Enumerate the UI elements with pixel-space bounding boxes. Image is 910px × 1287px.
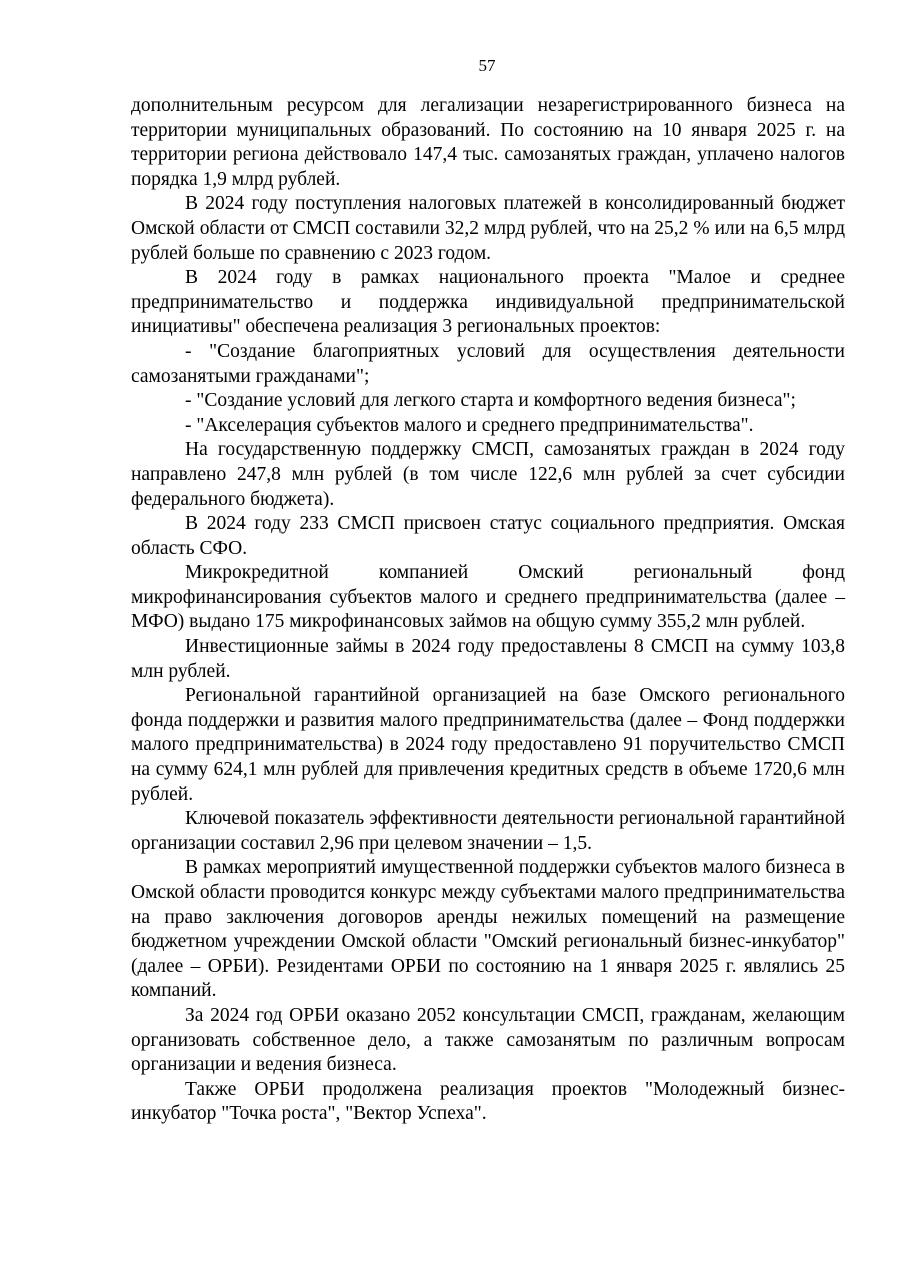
paragraph-social-enterprise: В 2024 году 233 СМСП присвоен статус социального предприятия. Омская область СФО. <box>131 513 845 559</box>
list-item-project-1: - "Создание благоприятных условий для осуществления деятельности самозанятыми гражданами"; <box>131 340 845 387</box>
paragraph-national-project: В 2024 году в рамках национального проекта "Малое и среднее предпринимательство и поддержка индивидуальной предпринимательской инициативы" обеспечена реализация 3 региональных проектов: <box>131 267 845 338</box>
paragraph-tax-revenue: В 2024 году поступления налоговых платежей в консолидированный бюджет Омской области от СМСП составили 32,2 млрд рублей, что на 25,2 % или на 6,5 млрд рублей больше по сравнению с 2023 годом. <box>131 193 845 264</box>
paragraph-property-support: В рамках мероприятий имущественной поддержки субъектов малого бизнеса в Омской области проводится конкурс между субъектами малого предпринимательства на право заключения договоров аренды нежилых помещений на размещение бюджетном учреждении Омской области "Омский региональный бизнес-инкубатор" (далее – ОРБИ). Резидентами ОРБИ по состоянию на 1 января 2025 г. являлись 25 компаний. <box>131 857 845 1002</box>
document-body <box>131 94 845 1127</box>
paragraph-microfinance: Микрокредитной компанией Омский региональный фонд микрофинансирования субъектов малого и среднего предпринимательства (далее – МФО) выдано 175 микрофинансовых займов на общую сумму 355,2 млн рублей. <box>131 562 845 633</box>
paragraph-investment-loans: Инвестиционные займы в 2024 году предоставлены 8 СМСП на сумму 103,8 млн рублей. <box>131 636 845 682</box>
paragraph-key-indicator: Ключевой показатель эффективности деятельности региональной гарантийной организации составил 2,96 при целевом значении – 1,5. <box>131 808 845 854</box>
paragraph-consultations: За 2024 год ОРБИ оказано 2052 консультации СМСП, гражданам, желающим организовать собственное дело, а также самозанятым по различным вопросам организации и ведения бизнеса. <box>131 1004 845 1076</box>
paragraph-continuation: дополнительным ресурсом для легализации незарегистрированного бизнеса на территории муниципальных образований. По состоянию на 10 января 2025 г. на территории региона действовало 147,4 тыс. самозанятых граждан, уплачено налогов порядка 1,9 млрд рублей. <box>131 95 845 190</box>
list-item-project-3: - "Акселерация субъектов малого и среднего предпринимательства". <box>185 414 754 436</box>
page-number: 57 <box>478 56 496 75</box>
paragraph-projects: Также ОРБИ продолжена реализация проектов "Молодежный бизнес-инкубатор "Точка роста", "Вектор Успеха". <box>131 1078 845 1125</box>
list-item-project-2: - "Создание условий для легкого старта и комфортного ведения бизнеса"; <box>185 390 796 412</box>
paragraph-state-support: На государственную поддержку СМСП, самозанятых граждан в 2024 году направлено 247,8 млн рублей (в том числе 122,6 млн рублей за счет субсидии федерального бюджета). <box>131 439 845 510</box>
paragraph-guarantee-organization: Региональной гарантийной организацией на базе Омского регионального фонда поддержки и развития малого предпринимательства (далее – Фонд поддержки малого предпринимательства) в 2024 году предоставлено 91 поручительство СМСП на сумму 624,1 млн рублей для привлечения кредитных средств в объеме 1720,6 млн рублей. <box>131 685 845 805</box>
